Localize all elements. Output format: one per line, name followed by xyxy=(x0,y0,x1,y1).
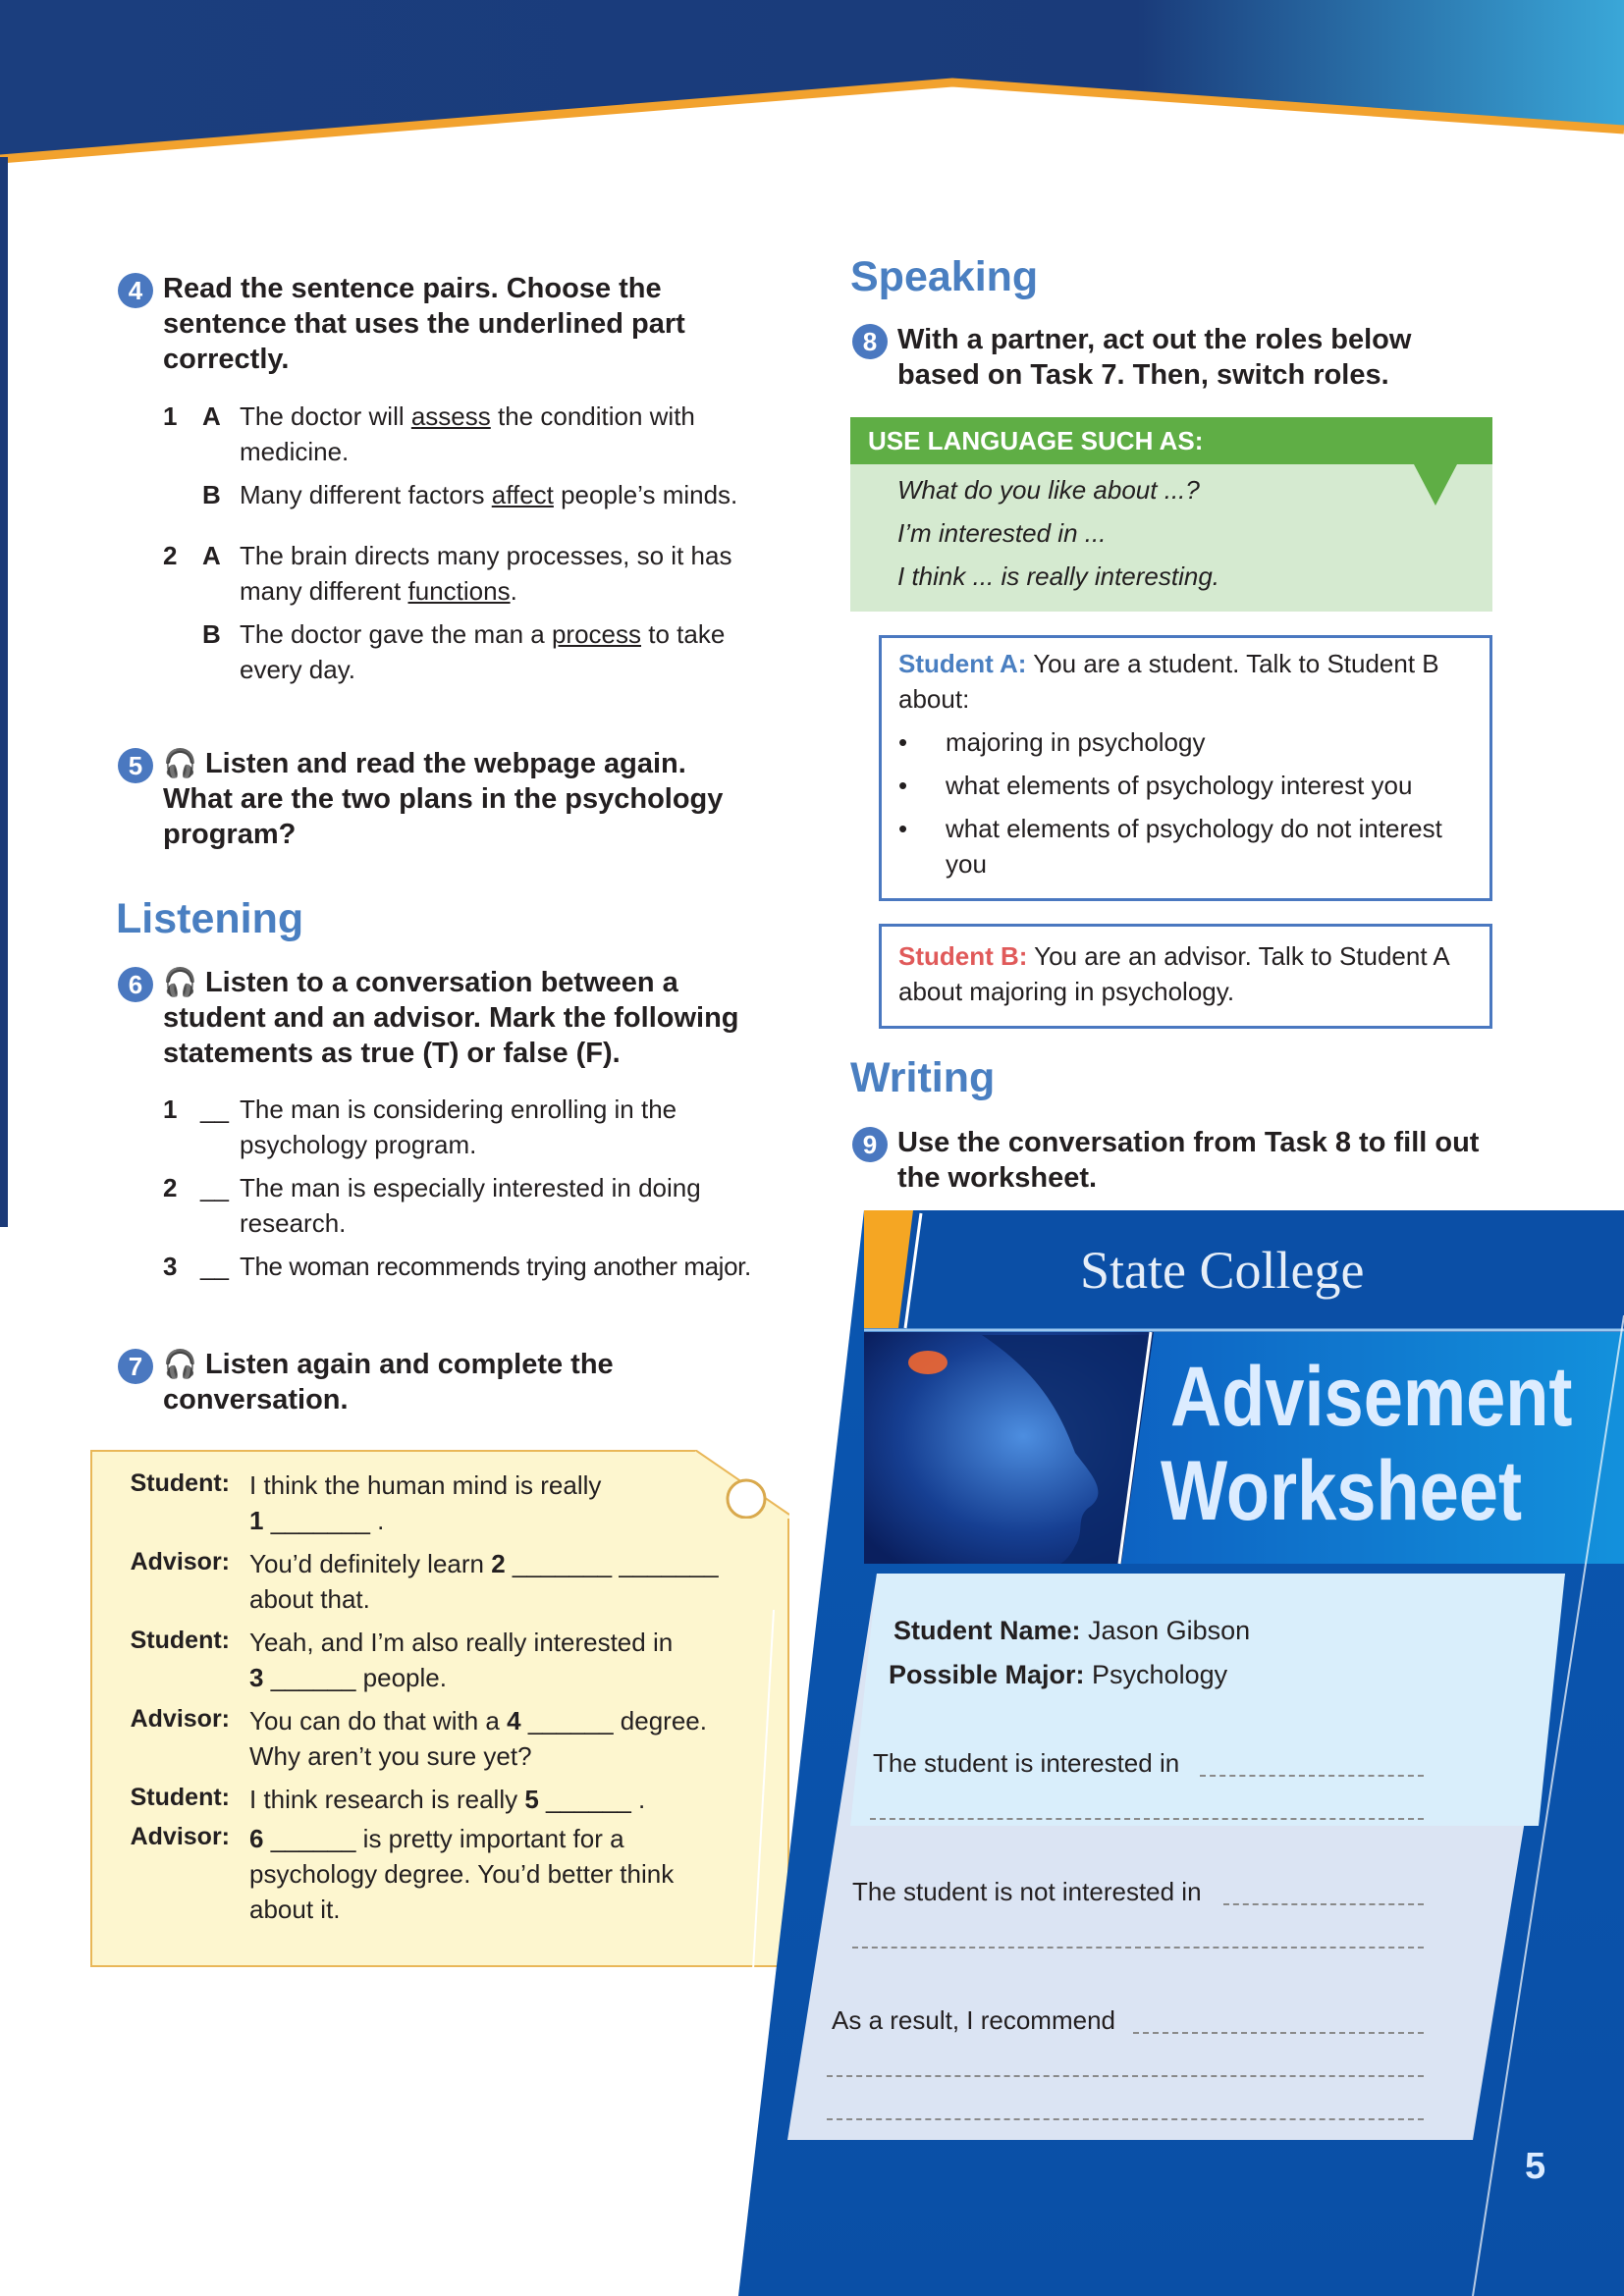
student-name-row: Student Name: Jason Gibson xyxy=(893,1616,1251,1645)
answer-line-not-interested-2[interactable] xyxy=(852,1947,1424,1949)
task-number-badge: 5 xyxy=(118,748,153,783)
answer-line-interested-2[interactable] xyxy=(870,1818,1424,1820)
gap-1[interactable]: 1 _______ . xyxy=(249,1506,385,1535)
gap-5[interactable]: I think research is really 5 ______ . xyxy=(249,1785,646,1814)
answer-blank[interactable]: __ xyxy=(200,1095,229,1124)
sentence-1a[interactable]: The doctor will assess the condition with xyxy=(240,401,695,431)
answer-blank[interactable]: __ xyxy=(200,1252,229,1281)
headphones-icon[interactable]: 🎧 xyxy=(163,1349,197,1379)
worksheet-title-line-2: Worksheet xyxy=(1161,1444,1523,1538)
prompt-recommend: As a result, I recommend xyxy=(832,2005,1115,2035)
answer-line-interested[interactable] xyxy=(1200,1775,1424,1777)
task-number-badge: 8 xyxy=(852,324,888,359)
language-box-header: USE LANGUAGE SUCH AS: xyxy=(850,417,1492,464)
task-number-badge: 7 xyxy=(118,1349,153,1384)
prompt-interested: The student is interested in xyxy=(873,1748,1180,1778)
conversation-note: Student: I think the human mind is really 1 _______ . Advisor: You’d definitely learn 2 _______ _______ about that. Student: Yeah, and I’m also really interested in 3 ______ people. Advisor: You can do that with a 4 ______ degree. Why aren’t you sure yet? Student: I think research is really 5 ______ . Advisor: 6 ______ is pretty important for a psychology degree. You’d better think about it. xyxy=(90,1450,789,1967)
speaking-heading: Speaking xyxy=(850,253,1039,300)
task-5: 5 🎧 Listen and read the webpage again. What are the two plans in the psychology program? xyxy=(118,746,805,864)
gap-6[interactable]: 6 ______ is pretty important for a xyxy=(249,1824,624,1853)
task-4-title: Read the sentence pairs. Choose the sentence that uses the underlined part correctly. xyxy=(163,273,685,375)
answer-line-recommend-3[interactable] xyxy=(827,2118,1424,2120)
task-8: 8 With a partner, act out the roles below based on Task 7. Then, switch roles. xyxy=(852,322,1540,400)
answer-line-recommend-2[interactable] xyxy=(827,2075,1424,2077)
listening-heading: Listening xyxy=(116,895,304,942)
headphones-icon[interactable]: 🎧 xyxy=(163,748,197,778)
task-number-badge: 6 xyxy=(118,967,153,1002)
gap-4[interactable]: You can do that with a 4 ______ degree. xyxy=(249,1706,707,1735)
sentence-2a[interactable]: The brain directs many processes, so it has xyxy=(240,541,732,570)
answer-line-not-interested[interactable] xyxy=(1223,1903,1424,1905)
gap-3[interactable]: 3 ______ people. xyxy=(249,1663,447,1692)
task-7: 7 🎧 Listen again and complete the conversation. xyxy=(118,1347,805,1425)
language-box: What do you like about ...? I’m interested in ... I think ... is really interesting. xyxy=(850,464,1492,612)
task-9: 9 Use the conversation from Task 8 to fill out the worksheet. xyxy=(852,1125,1540,1203)
task-number-badge: 9 xyxy=(852,1127,888,1162)
worksheet-title-line-1: Advisement xyxy=(1170,1350,1573,1444)
task-4-items: 1 A The doctor will assess the condition with medicine. B Many different factors affect people’s minds. 2 A The brain directs many processes, so it has many different functions. B The doctor gave the man a process to take every day. xyxy=(163,399,791,693)
writing-heading: Writing xyxy=(850,1054,996,1101)
prompt-not-interested: The student is not interested in xyxy=(852,1877,1202,1906)
page-number: 5 xyxy=(1525,2146,1546,2187)
task-6-statements: 1 __ The man is considering enrolling in the psychology program. 2 __ The man is especially interested in doing research. 3 __ The woman recommends trying another major. xyxy=(163,1092,791,1288)
task-6: 6 🎧 Listen to a conversation between a student and an advisor. Mark the following statements as true (T) or false (F). xyxy=(118,965,805,1083)
answer-line-recommend[interactable] xyxy=(1133,2032,1424,2034)
student-a-card: Student A: You are a student. Talk to Student B about: • majoring in psychology • what elements of psychology interest you • what elements of psychology do not interest you xyxy=(879,635,1492,901)
task-number-badge: 4 xyxy=(118,273,153,308)
student-b-card: Student B: You are an advisor. Talk to Student A about majoring in psychology. xyxy=(879,924,1492,1029)
headphones-icon[interactable]: 🎧 xyxy=(163,967,197,997)
college-name: State College xyxy=(1080,1241,1365,1300)
possible-major-row: Possible Major: Psychology xyxy=(889,1660,1228,1689)
sentence-2b[interactable]: The doctor gave the man a process to take xyxy=(240,619,726,649)
gap-2[interactable]: You’d definitely learn 2 _______ _______ xyxy=(249,1549,719,1578)
sentence-1b[interactable]: Many different factors affect people’s minds. xyxy=(240,480,738,509)
answer-blank[interactable]: __ xyxy=(200,1173,229,1202)
